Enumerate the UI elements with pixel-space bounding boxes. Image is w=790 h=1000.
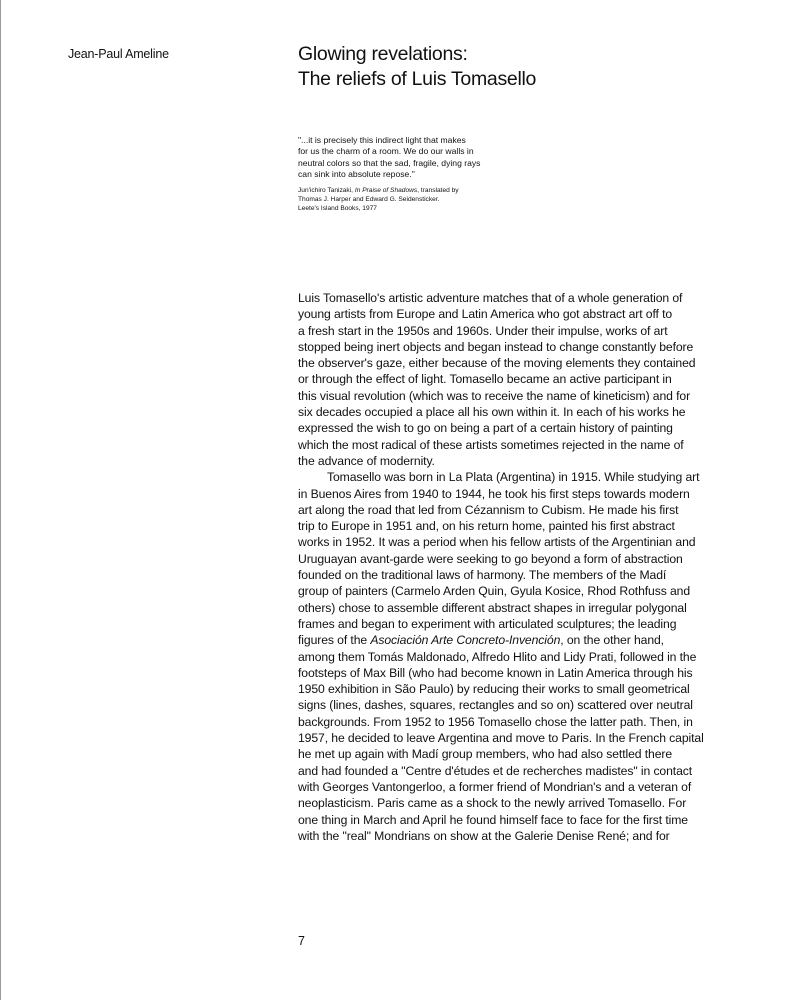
body-line: six decades occupied a place all his own within it. In each of his works he [298,405,686,420]
epigraph-source-book: In Praise of Shadows [354,187,418,195]
body-line-indented: Tomasello was born in La Plata (Argentina) in 1915. While studying art [327,470,700,485]
body-line: and had founded a "Centre d'études et de recherches madistes" in contact [298,763,693,778]
body-line: stopped being inert objects and began instead to change constantly before [298,339,694,354]
epigraph-quote-line: for us the charm of a room. We do our walls in [298,146,474,157]
body-line: neoplasticism. Paris came as a shock to the newly arrived Tomasello. For [298,796,687,811]
body-line: founded on the traditional laws of harmony. The members of the Madí [298,568,667,583]
epigraph-quote-line: neutral colors so that the sad, fragile, dying rays [298,157,481,168]
body-line: expressed the wish to go on being a part of a certain history of painting [298,421,673,436]
body-line: backgrounds. From 1952 to 1956 Tomasello chose the latter path. Then, in [298,714,693,729]
body-line: footsteps of Max Bill (who had become known in Latin America through his [298,665,693,680]
body-line: works in 1952. It was a period when his fellow artists of the Argentinian and [298,535,696,550]
epigraph-source-line-1 [298,187,538,196]
title-line-1: Glowing revelations: [298,43,468,65]
body-line: a fresh start in the 1950s and 1960s. Under their impulse, works of art [298,323,668,338]
epigraph-quote-line: "...it is precisely this indirect light that makes [298,135,466,145]
body-line: he met up again with Madí group members, who had also settled there [298,747,673,762]
epigraph-source-line-2: Thomas J. Harper and Edward G. Seidensticker. [298,195,440,203]
body-text [298,290,748,844]
epigraph-source-rest: , translated by [417,187,459,195]
body-line: among them Tomás Maldonado, Alfredo Hlito and Lidy Prati, followed in the [298,649,697,664]
body-line: the observer's gaze, either because of the moving elements they contained [298,356,696,371]
article-title [298,42,536,92]
epigraph-quote [298,135,538,180]
epigraph-quote-line: can sink into absolute repose." [298,168,415,179]
body-line: which the most radical of these artists sometimes rejected in the name of [298,437,684,452]
italic-organization-name: Asociación Arte Concreto-Invención [370,633,561,648]
body-line: young artists from Europe and Latin America who got abstract art off to [298,307,673,322]
epigraph-source [298,187,538,213]
body-line: frames and began to experiment with articulated sculptures; the leading [298,616,677,631]
page-number: 7 [298,934,305,948]
body-line: the advance of modernity. [298,453,435,468]
body-line: trip to Europe in 1951 and, on his return home, painted his first abstract [298,519,675,534]
body-line: with Georges Vantongerloo, a former friend of Mondrian's and a veteran of [298,779,692,794]
body-line: 1957, he decided to leave Argentina and move to Paris. In the French capital [298,731,704,746]
body-line: one thing in March and April he found himself face to face for the first time [298,812,688,827]
body-line: Luis Tomasello's artistic adventure matches that of a whole generation of [298,291,683,305]
body-line-start: figures of the [298,633,371,648]
body-line: group of painters (Carmelo Arden Quin, Gyula Kosice, Rhod Rothfuss and [298,584,691,599]
body-line: with the "real" Mondrians on show at the Galerie Denise René; and for [298,828,670,843]
body-line: Uruguayan avant-garde were seeking to go beyond a form of abstraction [298,551,683,566]
page-edge-rule [0,0,1,1000]
body-line: or through the effect of light. Tomasello became an active participant in [298,372,672,387]
body-line: this visual revolution (which was to receive the name of kineticism) and for [298,388,691,403]
body-line: art along the road that led from Cézannism to Cubism. He made his first [298,502,679,517]
body-line: 1950 exhibition in São Paulo) by reducing their works to small geometrical [298,682,690,697]
body-line: signs (lines, dashes, squares, rectangles and so on) scattered over neutral [298,698,693,713]
epigraph-source-author: Jun'ichiro Tanizaki, [298,187,354,195]
body-line-with-italic [298,632,748,648]
body-line: in Buenos Aires from 1940 to 1944, he took his first steps towards modern [298,486,690,501]
epigraph-source-line-3: Leete's Island Books, 1977 [298,204,377,212]
body-line: others) chose to assemble different abstract shapes in irregular polygonal [298,600,687,615]
body-line-end: , on the other hand, [560,633,664,648]
title-line-2: The reliefs of Luis Tomasello [298,68,537,90]
author-name: Jean-Paul Ameline [68,47,169,61]
epigraph [298,135,538,214]
